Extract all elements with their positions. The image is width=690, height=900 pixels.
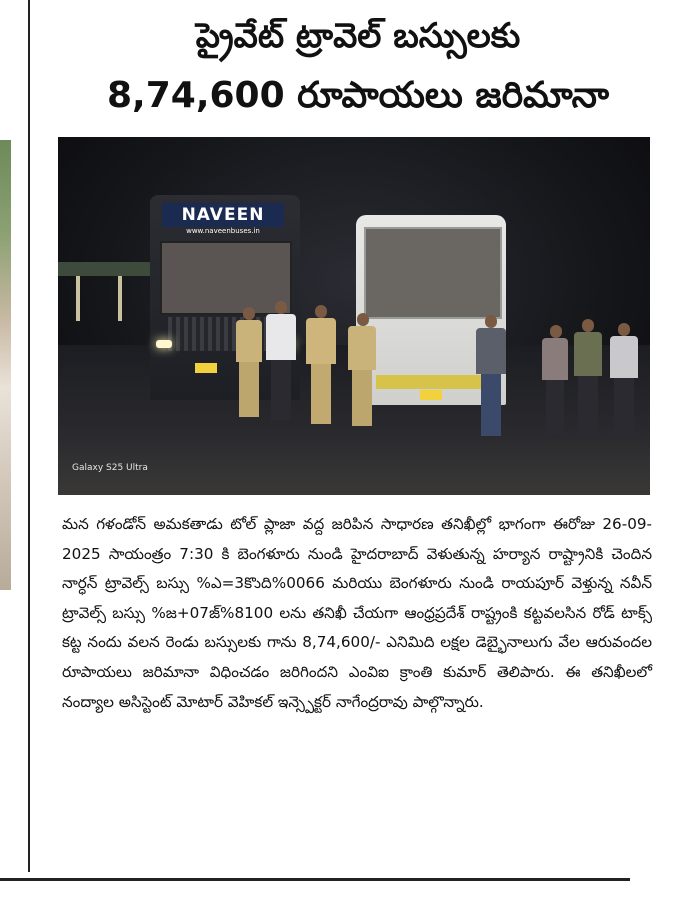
article-body: మన గళండోన్ అమకతాడు టోల్ ప్లాజా వద్ద జరిపిన సాధారణ తనిఖీల్లో భాగంగా ఈరోజు 26-09-2025 సాయంత్రం 7:30 కి బెంగళూరు నుండి హైదరాబాద్ వెళుతున్న హర్యాన రాష్ట్రానికి చెందిన నార్ధన్ ట్రావెల్స్ బస్సు %ఎ=3కొుది%0066 మరియు బెంగళూరు నుండి రాయపూర్ వెళ్తున్న నవీన్ ట్రావెల్స్ బస్సు %జ+07జ్%8100 లను తనిఖీ చేయగా ఆంధ్రప్రదేశ్ రాష్ట్రంకి కట్టవలసిన రోడ్ టాక్స్ కట్ట నందు వలన రెండు బస్సులకు గాను 8,74,600/- ఎనిమిది లక్షల డెబ్భైనాలుగు వేల ఆరువందల రూపాయలు జరిమానా విధించడం జరిగిందని ఎంవిఐ క్రాంతి కుమార్ తెలిపారు. ఈ తనిఖీలలో నంద్యాల అసిస్టెంట్ మోటార్ వెహికల్ ఇన్స్పెక్టర్ నాగేంద్రరావు పాల్గొన్నారు. xyxy=(62,515,652,711)
toll-post xyxy=(76,276,80,321)
bus-url: www.naveenbuses.in xyxy=(186,227,260,235)
number-plate xyxy=(420,390,442,400)
bus-windshield xyxy=(364,227,502,319)
column-divider xyxy=(28,0,30,872)
headline-line-1: ప్రైవేట్ ట్రావెల్ బస్సులకు xyxy=(195,16,521,56)
bottom-divider xyxy=(0,878,630,881)
adjacent-photo-edge xyxy=(0,140,11,590)
toll-post xyxy=(118,276,122,321)
news-photo xyxy=(58,137,650,495)
bus-bumper xyxy=(376,375,486,389)
headlight xyxy=(156,340,172,348)
adjacent-column xyxy=(0,0,26,900)
bus-sign: NAVEEN xyxy=(162,203,284,227)
headline-line-2: 8,74,600 రూపాయలు జరిమానా xyxy=(107,75,609,116)
camera-watermark: Galaxy S25 Ultra xyxy=(72,463,148,473)
bus-windshield xyxy=(160,241,292,315)
bus-grille xyxy=(168,317,280,351)
toll-plaza-canopy xyxy=(58,262,153,276)
number-plate xyxy=(195,363,217,373)
